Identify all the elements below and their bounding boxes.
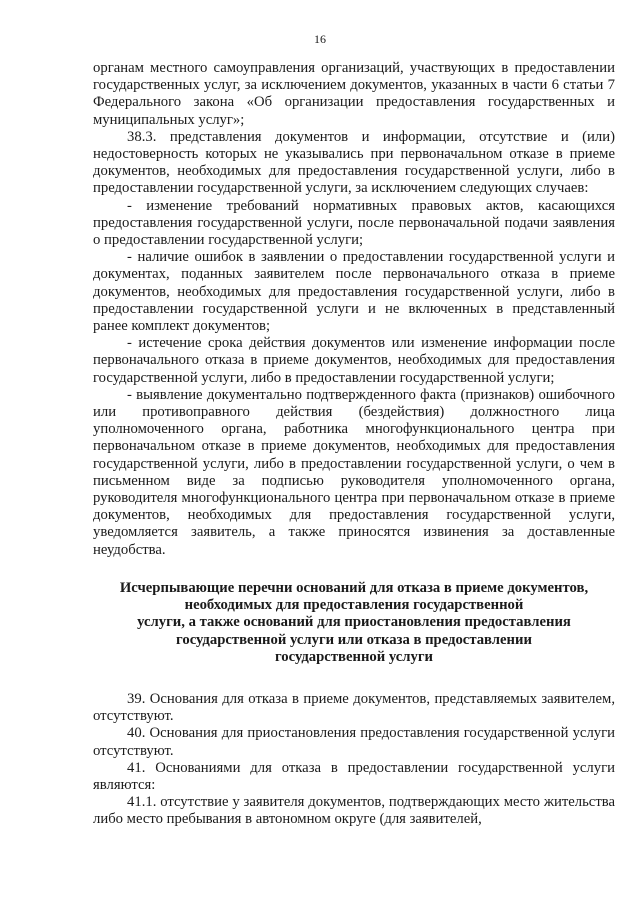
list-item-document-expiry: - истечение срока действия документов или изменение информации после первоначального отказа в приеме документов, необходимых для предоставления государственной услуги, либо в предоставлении государственной услуги; [93, 335, 615, 386]
page-number: 16 [314, 32, 326, 46]
paragraph-continuation: органам местного самоуправления организаций, участвующих в предоставлении государственных услуг, за исключением документов, указанных в части 6 статьи 7 Федерального закона «Об организации предоставления государственных и муниципальных услуг»; [93, 60, 615, 128]
paragraph-41-1: 41.1. отсутствие у заявителя документов, подтверждающих место жительства либо место пребывания в автономном округе (для заявителей, [93, 794, 615, 828]
heading-line: государственной услуги или отказа в предоставлении [176, 631, 532, 648]
document-body [93, 60, 615, 829]
section-heading [93, 580, 615, 666]
paragraph-39: 39. Основания для отказа в приеме документов, представляемых заявителем, отсутствуют. [93, 690, 615, 725]
paragraph-41: 41. Основаниями для отказа в предоставлении государственной услуги являются: [93, 759, 615, 793]
heading-line: Исчерпывающие перечни оснований для отказа в приеме документов, [119, 579, 589, 596]
list-item-official-misconduct: - выявление документально подтвержденного факта (признаков) ошибочного или противоправного действия (бездействия) должностного лица уполномоченного органа, работника многофункционального центра при первоначальном отказе в приеме документов, необходимых для предоставления государственной услуги, либо в предоставлении государственной услуги, о чем в письменном виде за подписью руководителя уполномоченного органа, руководителя многофункционального центра при первоначальном отказе в приеме документов, необходимых для предоставления государственной услуги, уведомляется заявитель, а также приносятся извинения за доставленные неудобства. [93, 386, 615, 558]
paragraph-40: 40. Основания для приостановления предоставления государственной услуги отсутствуют. [93, 725, 615, 759]
heading-line: необходимых для предоставления государственной [184, 597, 524, 614]
list-item-errors-in-application: - наличие ошибок в заявлении о предоставлении государственной услуги и документах, поданных заявителем после первоначального отказа в приеме документов, необходимых для предоставления государственной услуги, либо в предоставлении государственной услуги и не включенных в представленный ранее комплект документов; [93, 249, 615, 335]
list-item-change-requirements: - изменение требований нормативных правовых актов, касающихся предоставления государственной услуги, после первоначальной подачи заявления о предоставлении государственной услуги; [93, 197, 615, 249]
heading-line: государственной услуги [274, 648, 434, 665]
paragraph-38-3: 38.3. представления документов и информации, отсутствие и (или) недостоверность которых не указывались при первоначальном отказе в приеме документов, необходимых для предоставления государственной услуги, либо в предоставлении государственной услуги, за исключением следующих случаев: [93, 128, 615, 197]
heading-line: услуги, а также оснований для приостановления предоставления [137, 614, 571, 631]
